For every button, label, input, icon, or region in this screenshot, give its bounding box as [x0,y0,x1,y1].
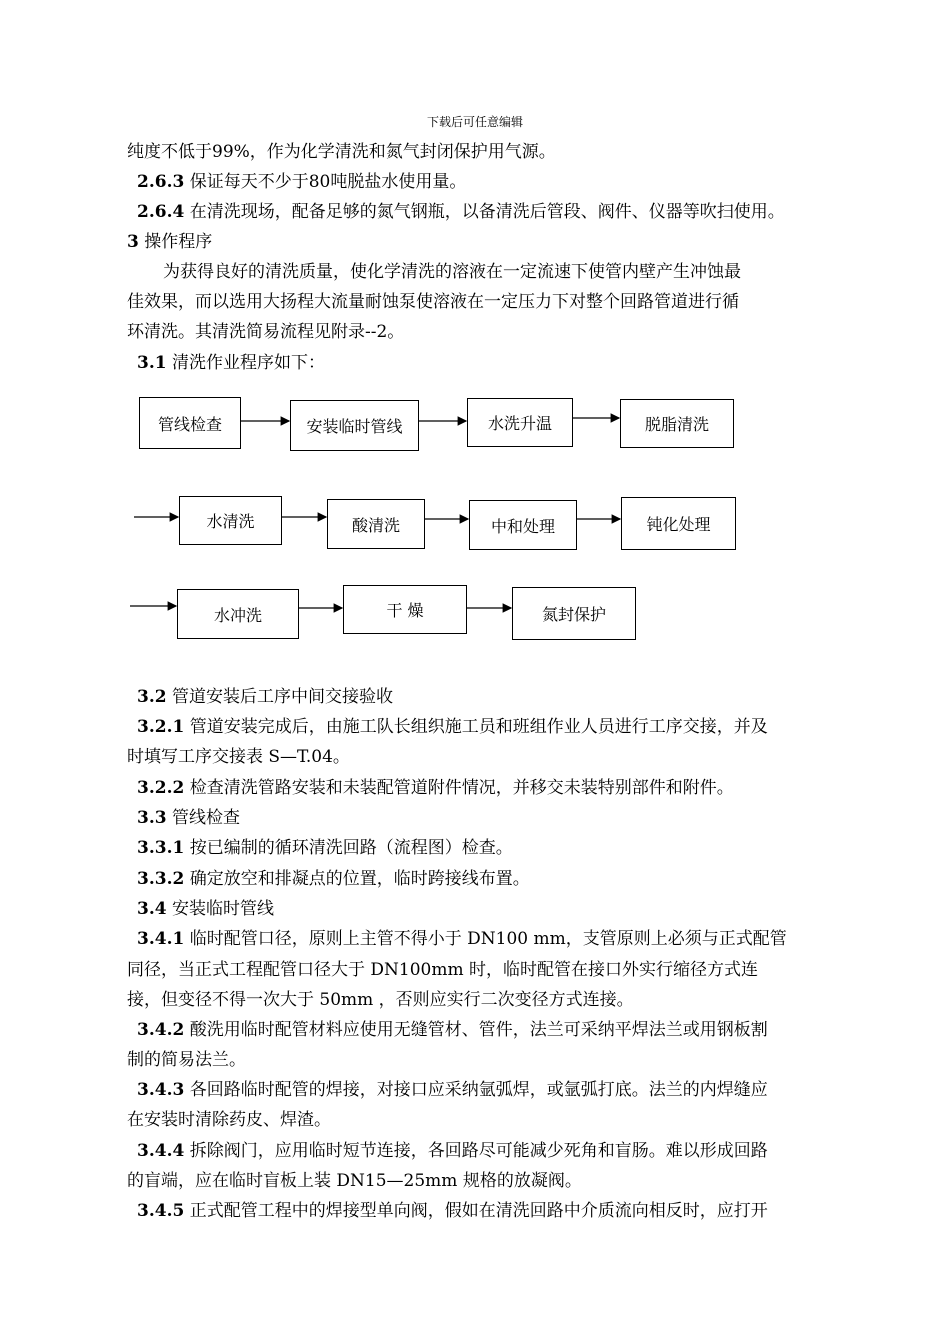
section-number: 3.2 [137,687,167,707]
flow-step: 管线检查 [139,397,241,449]
section-number: 3.1 [137,353,167,373]
numbered-line: 3.4.2 酸洗用临时配管材料应使用无缝管材、管件，法兰可采纳平焊法兰或用钢板割 [137,1020,768,1040]
section-number: 3.4.1 [137,929,185,949]
numbered-line: 3.4 安装临时管线 [137,899,274,919]
text-line: 为获得良好的清洗质量，使化学清洗的溶液在一定流速下使管内壁产生冲蚀最 [163,262,741,282]
text-line: 时填写工序交接表 S—T.04。 [127,747,350,767]
flow-step: 中和处理 [469,500,577,550]
text-line: 佳效果，而以选用大扬程大流量耐蚀泵使溶液在一定压力下对整个回路管道进行循 [127,292,739,312]
flow-step: 钝化处理 [621,497,736,550]
section-number: 3.4.2 [137,1020,185,1040]
section-number: 3.4 [137,899,167,919]
flow-step: 水冲洗 [177,589,299,639]
flow-step: 酸清洗 [327,499,425,549]
flow-step: 安装临时管线 [290,400,419,451]
text-line: 在安装时清除药皮、焊渣。 [127,1110,331,1130]
section-number: 3.4.3 [137,1080,185,1100]
text-line: 制的简易法兰。 [127,1050,246,1070]
section-number: 3 [127,232,139,252]
text-line: 的盲端，应在临时盲板上装 DN15—25mm 规格的放凝阀。 [127,1171,582,1191]
flow-step: 水清洗 [179,496,282,545]
section-heading: 3 操作程序 [127,232,213,252]
section-number: 3.2.2 [137,778,185,798]
section-number: 3.3.1 [137,838,185,858]
section-number: 3.4.5 [137,1201,185,1221]
text-line: 接，但变径不得一次大于 50mm ，否则应实行二次变径方式连接。 [127,990,634,1010]
flow-step: 脱脂清洗 [620,399,734,448]
section-number: 2.6.3 [137,172,185,192]
flow-step: 氮封保护 [512,587,636,640]
flow-step: 干 燥 [343,585,467,634]
numbered-line: 3.2.1 管道安装完成后，由施工队长组织施工员和班组作业人员进行工序交接，并及 [137,717,768,737]
numbered-line: 3.3 管线检查 [137,808,240,828]
numbered-line: 3.4.5 正式配管工程中的焊接型单向阀，假如在清洗回路中介质流向相反时，应打开 [137,1201,768,1221]
numbered-line: 2.6.3 保证每天不少于80吨脱盐水使用量。 [137,172,467,192]
section-number: 2.6.4 [137,202,185,222]
section-number: 3.3 [137,808,167,828]
numbered-line: 3.2 管道安装后工序中间交接验收 [137,687,393,707]
numbered-line: 3.4.1 临时配管口径，原则上主管不得小于 DN100 mm，支管原则上必须与正式配管 [137,929,787,949]
section-number: 3.3.2 [137,869,185,889]
flow-step: 水洗升温 [467,398,573,447]
section-number: 3.2.1 [137,717,185,737]
numbered-line: 3.2.2 检查清洗管路安装和未装配管道附件情况，并移交未装特别部件和附件。 [137,778,734,798]
numbered-line: 3.4.3 各回路临时配管的焊接，对接口应采纳氩弧焊，或氩弧打底。法兰的内焊缝应 [137,1080,768,1100]
text-line: 纯度不低于99%，作为化学清洗和氮气封闭保护用气源。 [127,142,556,162]
numbered-line: 3.4.4 拆除阀门，应用临时短节连接，各回路尽可能减少死角和盲肠。难以形成回路 [137,1141,768,1161]
numbered-line: 3.3.1 按已编制的循环清洗回路（流程图）检查。 [137,838,513,858]
text-line: 同径，当正式工程配管口径大于 DN100mm 时，临时配管在接口外实行缩径方式连 [127,960,758,980]
numbered-line: 3.1 清洗作业程序如下： [137,353,325,373]
numbered-line: 2.6.4 在清洗现场，配备足够的氮气钢瓶，以备清洗后管段、阀件、仪器等吹扫使用。 [137,202,785,222]
section-number: 3.4.4 [137,1141,185,1161]
page-header: 下载后可任意编辑 [426,115,523,129]
text-line: 环清洗。其清洗简易流程见附录--2。 [127,322,405,342]
numbered-line: 3.3.2 确定放空和排凝点的位置，临时跨接线布置。 [137,869,530,889]
